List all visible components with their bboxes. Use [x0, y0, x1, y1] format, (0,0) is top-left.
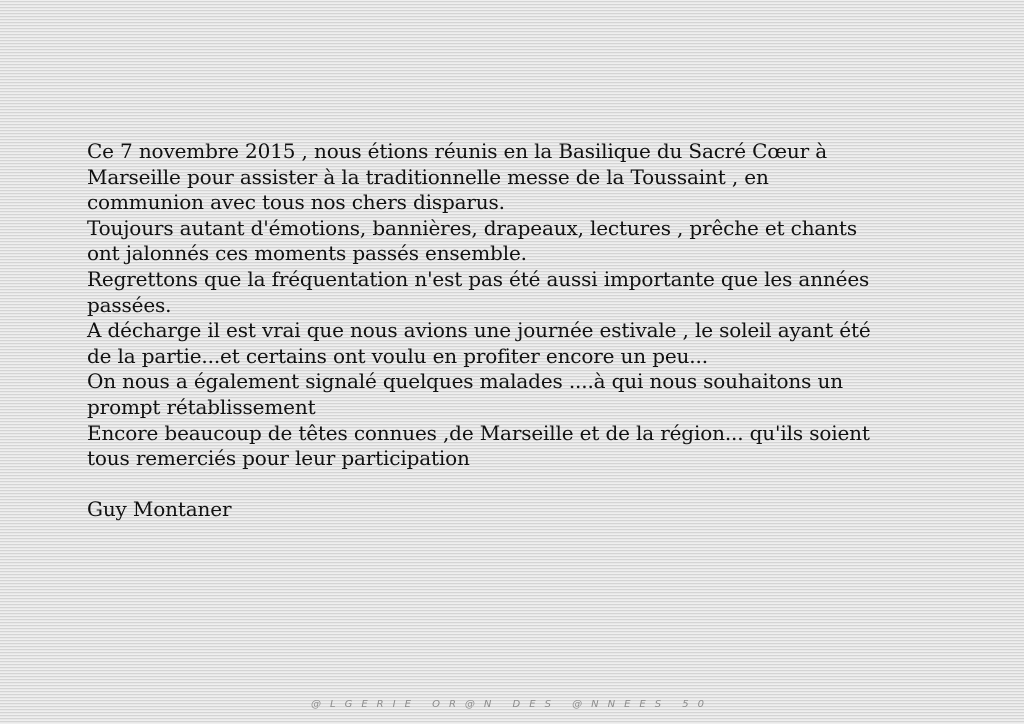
- text-line: prompt rétablissement: [87, 394, 316, 419]
- text-line: de la partie...et certains ont voulu en profiter encore un peu...: [87, 343, 708, 368]
- text-line: communion avec tous nos chers disparus.: [87, 190, 505, 215]
- footer-caption: @LGERIE OR@N DES @NNEES 50: [311, 699, 713, 710]
- text-line: On nous a également signalé quelques malades ....à qui nous souhaitons un: [87, 369, 843, 394]
- paragraph-messe: [87, 139, 987, 216]
- paragraph-malades: [87, 369, 987, 420]
- letter-body: [87, 139, 987, 523]
- text-line: tous remerciés pour leur participation: [87, 446, 470, 471]
- text-line: Regrettons que la fréquentation n'est pas été aussi importante que les années: [87, 266, 870, 291]
- text-line: passées.: [87, 292, 172, 317]
- text-line: Encore beaucoup de têtes connues ,de Marseille et de la région... qu'ils soient: [87, 420, 870, 445]
- text-line: Marseille pour assister à la traditionnelle messe de la Toussaint , en: [87, 164, 769, 189]
- text-line: ont jalonnés ces moments passés ensemble.: [87, 241, 527, 266]
- signature: Guy Montaner: [87, 497, 232, 522]
- text-line: Toujours autant d'émotions, bannières, drapeaux, lectures , prêche et chants: [87, 215, 857, 240]
- paragraph-remerciements: [87, 421, 987, 472]
- paragraph-journee-estivale: [87, 318, 987, 369]
- text-line: A décharge il est vrai que nous avions une journée estivale , le soleil ayant été: [87, 318, 871, 343]
- paragraph-frequentation: [87, 267, 987, 318]
- paragraph-emotions: [87, 216, 987, 267]
- text-line: Ce 7 novembre 2015 , nous étions réunis en la Basilique du Sacré Cœur à: [87, 139, 828, 163]
